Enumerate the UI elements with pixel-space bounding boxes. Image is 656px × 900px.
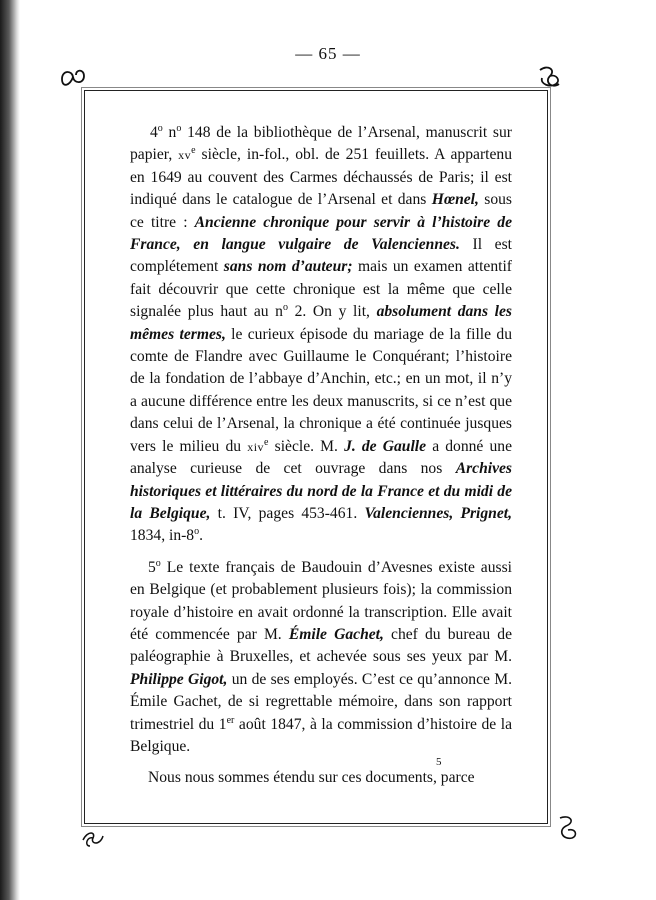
paragraph-closing: Nous nous sommes étendu sur ces documents, parce bbox=[148, 769, 475, 787]
corner-ornament-icon bbox=[534, 62, 564, 92]
paragraph-5: 5$^o$ Le texte français de Baudouin d’Avesnes existe aussi en Belgique (et probablement plusieurs fois); la commission royale d’histoire en avait ordonné la transcription. Elle avait été commencée par M. Émile Gachet, chef du bureau de paléographie à Bruxelles, et achevée sous ses yeux par M. Philippe Gigot, un de ses employés. C’est ce qu’annonce M. Émile Gachet, de si regrettable mémoire, dans son rapport trimestriel du 1er août 1847, à la commission d’histoire de la Belgique. bbox=[130, 557, 513, 755]
signature-mark: 5 bbox=[436, 756, 442, 768]
paragraph-4: 4$^o$ $n^o$ 148 de la bibliothèque de l’Arsenal, manuscrit sur papier, $xv^e$ siècle, in-fol., obl. de 251 feuillets. A appartenu en 1649 au couvent des Carmes déchaussés de Paris; il est indiqué dans le catalogue de l’Arsenal et dans Hœnel, sous ce titre : Ancienne chronique pour servir à l’histoire de France, en langue vulgaire de Valenciennes. Il est complétement sans nom d’auteur; mais un examen attentif fait découvrir que cette chronique est la même que celle signalée plus haut au $n^o$ 2. On y lit, absolument dans les mêmes termes, le curieux épisode du mariage de la fille du comte de Flandre avec Guillaume le Conquérant; l’histoire de la fondation de l’abbaye d’Anchin, etc.; en un mot, il n’y a aucune différence entre les deux manuscrits, si ce n’est que dans celui de l’Arsenal, la chronique a été continuée jusques vers le milieu du xiv$^e$ siècle. M. J. de Gaulle a donné une analyse curieuse de cet ouvrage dans nos Archives historiques et littéraires du nord de la France et du midi de la Belgique, t. IV, pages 453-461. Valenciennes, Prignet, 1834, in-8$^o$. bbox=[130, 122, 513, 545]
body-text bbox=[130, 122, 512, 790]
corner-ornament-icon bbox=[78, 822, 108, 852]
corner-ornament-icon bbox=[58, 64, 88, 94]
page-number: — 65 — bbox=[295, 44, 361, 63]
scan-edge-shadow bbox=[0, 0, 20, 900]
corner-ornament-icon bbox=[552, 812, 582, 842]
